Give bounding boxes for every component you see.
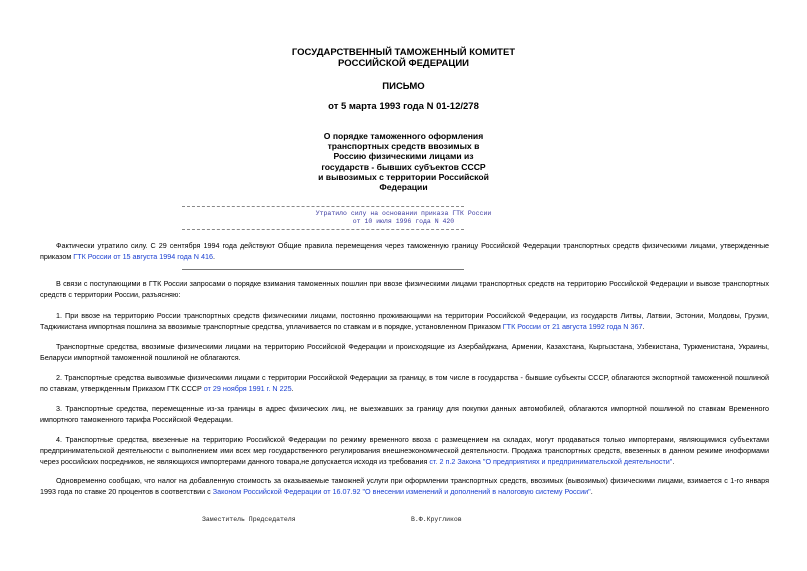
org-name-line2: РОССИЙСКОЙ ФЕДЕРАЦИИ: [337, 58, 469, 69]
paragraph-2: 2. Транспортные средства вывозимые физическими лицами с территории Российской Федерации за границу, в том числе в государства - бывшие субъекты СССР, облагаются экспортной таможенной пошлиной по ставкам, утвержденным Приказом ГТК СССР от 29 ноября 1991 г. N 225.: [40, 373, 769, 393]
preamble-text: Фактически утратило силу. С 29 сентября 1994 года действуют Общие правила перемещения через таможенную границу Российской Федерации транспортных средств физическими лицами, утвержденные приказом: [40, 241, 769, 261]
subject-line: государств - бывших субъектов СССР: [321, 161, 486, 172]
paragraph-3: 3. Транспортные средства, перемещенные из-за границы в адрес физических лиц, не выезжавших за границу для покупки данных автомобилей, облагаются импортной пошлиной по ставкам Временного импортного таможенного тарифа Российской Федерации.: [40, 404, 769, 424]
document-date-number: от 5 марта 1993 года N 01-12/278: [328, 101, 479, 112]
preamble-link[interactable]: ГТК России от 15 августа 1994 года N 416: [73, 251, 213, 261]
preamble-paragraph: Фактически утратило силу. С 29 сентября 1994 года действуют Общие правила перемещения через таможенную границу Российской Федерации транспортных средств физическими лицами, утвержденные приказом ГТК России от 15 августа 1994 года N 416.: [40, 241, 769, 261]
subject-line: Россию физическими лицами из: [333, 151, 474, 162]
order-367-link[interactable]: ГТК России от 21 августа 1992 года N 367: [502, 321, 643, 331]
signatory-name: В.Ф.Кругликов: [411, 516, 462, 523]
notice-bottom-divider: [182, 229, 464, 230]
notice-top-divider: [182, 206, 464, 207]
paragraph-5: Одновременно сообщаю, что налог на добавленную стоимость за оказываемые таможней услуги при оформлении транспортных средств, ввозимых (вывозимых) физическими лицами, взимается с 1-го января 1993 года по ставке 20 процентов в соответствии с Законом Российской Федерации от 16.07.92 "О внесении изменений и дополнений в налоговую систему России".: [40, 476, 769, 496]
repeal-notice-line1[interactable]: Утратило силу на основании приказа ГТК России: [315, 210, 492, 217]
repeal-notice[interactable]: [0, 210, 807, 226]
enterprise-law-link[interactable]: ст. 2 п.2 Закона "О предприятиях и предпринимательской деятельности": [429, 456, 673, 466]
intro-paragraph: В связи с поступающими в ГТК России запросами о порядке взимания таможенных пошлин при ввозе физическими лицами транспортных средств на территорию Российской Федерации и вывозе транспортных средств с территории России, разъясняю:: [40, 279, 769, 299]
preamble-divider: [182, 269, 464, 270]
document-subject: [0, 131, 807, 192]
subject-line: Федерации: [379, 182, 428, 193]
order-225-link[interactable]: от 29 ноября 1991 г. N 225: [203, 383, 292, 393]
tax-law-link[interactable]: Законом Российской Федерации от 16.07.92 "О внесении изменений и дополнений в налоговую систему России": [212, 486, 591, 496]
subject-line: О порядке таможенного оформления: [323, 131, 484, 141]
repeal-notice-line2[interactable]: от 10 июля 1996 года N 420: [352, 218, 455, 225]
subject-line: и вывозимых с территории Российской: [318, 171, 489, 182]
paragraph-1: 1. При ввозе на территорию России транспортных средств физическими лицами, постоянно проживающими на территории Российской Федерации, из государств Литвы, Латвии, Эстонии, Молдовы, Грузии, Таджикистана импортная пошлина за ввозимые транспортные средства, уплачивается по ставкам и в порядке, установленном Приказом ГТК России от 21 августа 1992 года N 367.: [40, 311, 769, 331]
signatory-position: Заместитель Председателя: [202, 516, 296, 523]
paragraph-1b: Транспортные средства, ввозимые физическими лицами на территорию Российской Федерации и происходящие из Азербайджана, Армении, Казахстана, Кыргызстана, Узбекистана, Туркменистана, Украины, Беларуси импортной таможенной пошлиной не облагаются.: [40, 342, 769, 362]
subject-line: транспортных средств ввозимых в: [327, 141, 480, 152]
org-name-line1: ГОСУДАРСТВЕННЫЙ ТАМОЖЕННЫЙ КОМИТЕТ: [291, 47, 516, 58]
document-type: ПИСЬМО: [382, 81, 425, 92]
paragraph-4: 4. Транспортные средства, ввезенные на территорию Российской Федерации по режиму временного ввоза с размещением на складах, могут продаваться только импортерами, являющимися субъектами предпринимательской деятельности с выполнением ими всех мер государственного регулирования внешнеэкономической деятельности. Продажа транспортных средств, ввезенных в данном режиме иноформами через российских посредников, не являющихся импортерами данного товара,не допускается исходя из требования ст. 2 п.2 Закона "О предприятиях и предпринимательской деятельности".: [40, 435, 769, 466]
